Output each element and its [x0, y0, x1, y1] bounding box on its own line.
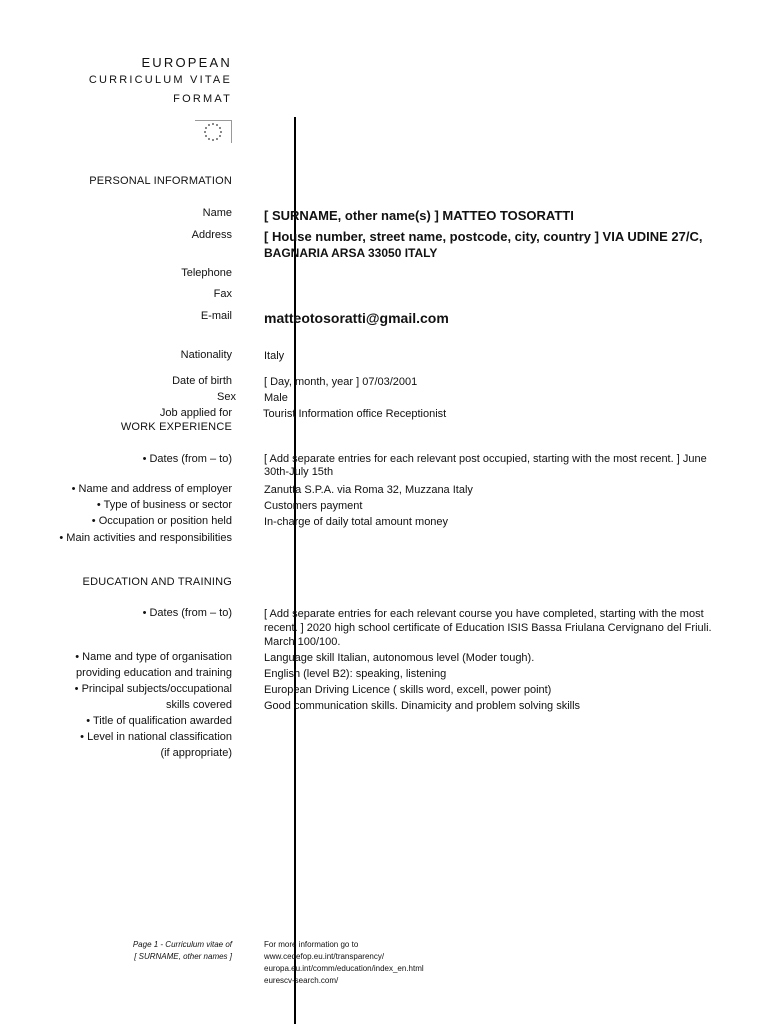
organisation-label-line-2: providing education and training — [76, 667, 232, 679]
footer-info-text: For more information go to — [264, 940, 359, 949]
address-value-line-2: BAGNARIA ARSA 33050 ITALY — [264, 246, 438, 260]
qualification-title-label: • Title of qualification awarded — [86, 715, 232, 727]
footer-link-europa[interactable]: europa.eu.int/comm/education/index_en.html — [264, 964, 424, 973]
section-work-experience: WORK EXPERIENCE — [120, 421, 232, 433]
footer-page-line-1: Page 1 - Curriculum vitae of — [132, 940, 232, 949]
organisation-label-line-1: • Name and type of organisation — [75, 651, 232, 663]
email-value: matteotosoratti@gmail.com — [264, 310, 449, 326]
date-of-birth-value: [ Day, month, year ] 07/03/2001 — [264, 376, 418, 388]
nationality-label: Nationality — [180, 349, 232, 361]
work-dates-label: • Dates (from – to) — [142, 453, 232, 465]
subjects-label-line-1: • Principal subjects/occupational — [74, 683, 232, 695]
date-of-birth-label: Date of birth — [172, 375, 232, 387]
telephone-label: Telephone — [181, 267, 232, 279]
email-label: E-mail — [200, 310, 232, 322]
occupation-label: • Occupation or position held — [91, 515, 232, 527]
national-level-label-line-1: • Level in national classification — [80, 731, 232, 743]
section-education-training: EDUCATION AND TRAINING — [82, 576, 232, 588]
cv-header-title-1: EUROPEAN — [141, 55, 232, 70]
subjects-value-line-2: Good communication skills. Dinamicity and problem solving skills — [264, 700, 581, 712]
address-value-line-1: [ House number, street name, postcode, city, country ] VIA UDINE 27/C, — [264, 229, 703, 244]
main-activities-label: • Main activities and responsibilities — [59, 532, 232, 544]
subjects-value-line-1: European Driving Licence ( skills word, excell, power point) — [264, 684, 552, 696]
national-level-label-line-2: (if appropriate) — [160, 747, 232, 759]
footer-link-eurescv[interactable]: eurescv-search.com/ — [264, 976, 339, 985]
education-dates-label: • Dates (from – to) — [142, 607, 232, 619]
section-personal-information: PERSONAL INFORMATION — [89, 175, 232, 187]
education-dates-value-line-3: March 100/100. — [264, 636, 341, 648]
work-dates-value-line-1: [ Add separate entries for each relevant post occupied, starting with the most recent. ] June — [264, 453, 707, 465]
employer-label: • Name and address of employer — [71, 483, 232, 495]
business-sector-value: Customers payment — [264, 500, 363, 512]
address-label: Address — [191, 229, 232, 241]
work-dates-value-line-2: 30th-July 15th — [264, 466, 334, 478]
subjects-label-line-2: skills covered — [165, 699, 232, 711]
business-sector-label: • Type of business or sector — [96, 499, 232, 511]
nationality-value: Italy — [264, 350, 285, 362]
occupation-value: In-charge of daily total amount money — [264, 516, 449, 528]
footer-link-cedefop[interactable]: www.cedefop.eu.int/transparency/ — [264, 952, 385, 961]
fax-label: Fax — [213, 288, 232, 300]
education-dates-value-line-2: recent. ] 2020 high school certificate of Education ISIS Bassa Friulana Cervignano del Friuli. — [264, 622, 712, 634]
employer-value: Zanutta S.P.A. via Roma 32, Muzzana Italy — [264, 484, 473, 496]
footer-links — [264, 939, 424, 987]
education-dates-value-line-1: [ Add separate entries for each relevant course you have completed, starting with the most — [264, 608, 704, 620]
footer-page-line-2: [ SURNAME, other names ] — [134, 952, 232, 961]
job-applied-value: Tourist Information office Receptionist — [263, 408, 447, 420]
name-value: [ SURNAME, other name(s) ] MATTEO TOSORATTI — [264, 208, 574, 223]
name-label: Name — [202, 207, 232, 219]
sex-label: Sex — [217, 391, 236, 403]
organisation-value-line-1: Language skill Italian, autonomous level (Moder tough). — [264, 652, 535, 664]
organisation-value-line-2: English (level B2): speaking, listening — [264, 668, 447, 680]
eu-flag-logo — [195, 120, 232, 143]
job-applied-label: Job applied for — [159, 407, 232, 419]
cv-header-title-2: CURRICULUM VITAE — [88, 74, 232, 86]
footer-page-info — [133, 939, 232, 963]
eu-stars-icon — [195, 121, 231, 143]
cv-header-title-3: FORMAT — [173, 93, 232, 105]
sex-value: Male — [264, 392, 288, 404]
